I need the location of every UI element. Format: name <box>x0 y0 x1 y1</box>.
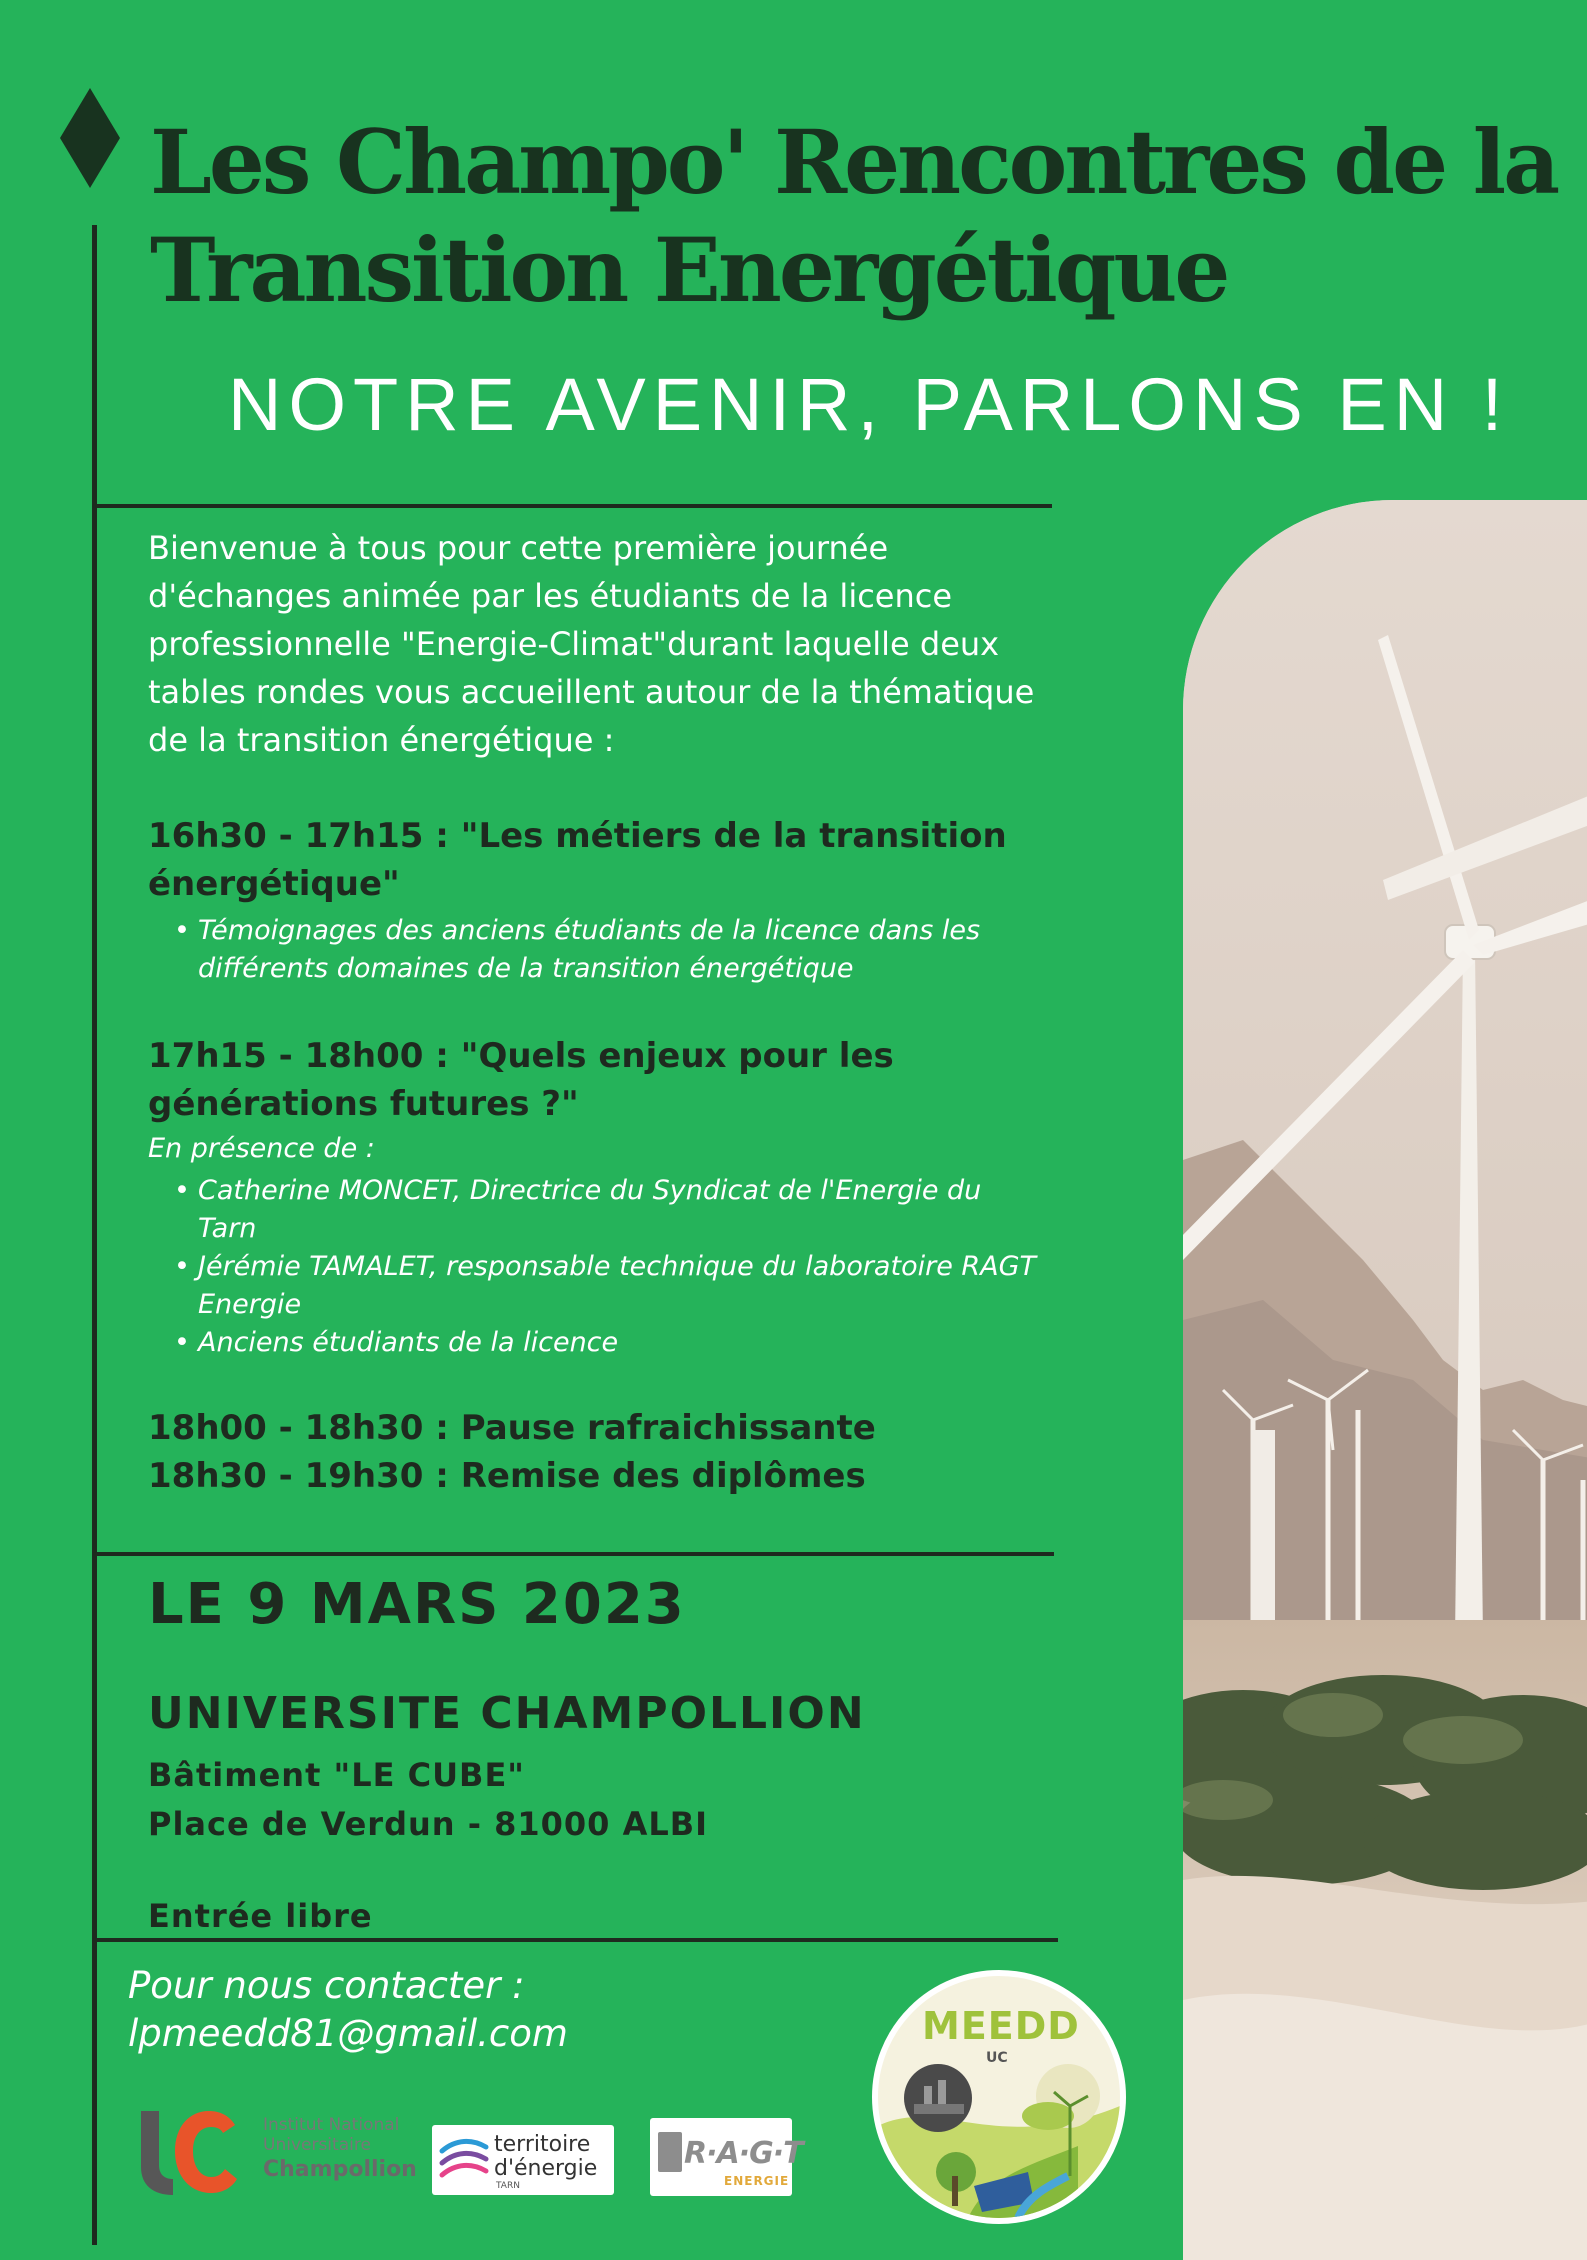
speaker-item: • Jérémie TAMALET, responsable technique du laboratoire RAGT Energie <box>198 1248 1048 1324</box>
te-line: d'énergie <box>494 2156 598 2181</box>
contact-email[interactable]: lpmeedd81@gmail.com <box>128 2012 568 2055</box>
event-venue: UNIVERSITE CHAMPOLLION <box>148 1688 866 1739</box>
logo-meedd <box>872 1970 1126 2224</box>
session-1-title: 16h30 - 17h15 : "Les métiers de la transition énergétique" <box>148 816 1007 904</box>
uc-text-bold: Champollion <box>263 2157 417 2182</box>
wind-turbine-photo <box>1183 500 1587 2260</box>
intro-text: Bienvenue à tous pour cette première journée d'échanges animée par les étudiants de la licence professionnelle "Energie-Climat"durant laquelle deux tables rondes vous accueillent autour de la thématique de la transition énergétique : <box>148 529 1035 759</box>
logo-territoire-energie <box>432 2125 614 2195</box>
logo-ragt-energie <box>650 2118 803 2196</box>
te-line: territoire <box>494 2132 591 2157</box>
poster-title: Les Champo' Rencontres de la Transition Energétique <box>150 110 1558 322</box>
speaker-item: • Anciens étudiants de la licence <box>198 1324 1048 1362</box>
speaker-item: • Catherine MONCET, Directrice du Syndicat de l'Energie du Tarn <box>198 1172 1048 1248</box>
divider <box>92 1938 1058 1942</box>
territoire-energie-icon <box>438 2137 490 2183</box>
uc-logo-icon <box>135 2105 245 2197</box>
uc-text-line: Institut National <box>263 2115 400 2135</box>
ragt-mark-icon <box>658 2132 682 2172</box>
schedule-item: 18h30 - 19h30 : Remise des diplômes <box>148 1456 866 1496</box>
ragt-sub: ENERGIE <box>724 2174 790 2188</box>
session-1 <box>148 812 1048 988</box>
te-line: TARN <box>496 2181 520 2191</box>
meedd-name: MEEDD <box>922 2004 1080 2048</box>
divider <box>92 1552 1054 1556</box>
event-date: LE 9 MARS 2023 <box>148 1572 686 1637</box>
session-1-bullet: • Témoignages des anciens étudiants de la licence dans les différents domaines de la transition énergétique <box>198 912 1048 988</box>
session-2 <box>148 1032 1048 1362</box>
uc-text-line: Universitaire <box>263 2135 371 2155</box>
event-address: Place de Verdun - 81000 ALBI <box>148 1805 709 1843</box>
schedule-list <box>148 1404 1048 1500</box>
logo-uc-champollion <box>135 2105 415 2197</box>
event-building: Bâtiment "LE CUBE" <box>148 1756 525 1794</box>
poster-slogan: NOTRE AVENIR, PARLONS EN ! <box>228 363 1510 446</box>
wind-turbine-illustration <box>1183 500 1587 2260</box>
diamond-ornament <box>60 88 120 188</box>
meedd-uc: UC <box>986 2050 1008 2066</box>
contact-label: Pour nous contacter : <box>128 1964 525 2007</box>
event-entry: Entrée libre <box>148 1897 373 1935</box>
schedule-item: 18h00 - 18h30 : Pause rafraichissante <box>148 1408 876 1448</box>
presence-label: En présence de : <box>148 1133 375 1164</box>
divider <box>92 504 1052 508</box>
vertical-rule <box>92 225 97 2245</box>
session-2-title: 17h15 - 18h00 : "Quels enjeux pour les générations futures ?" <box>148 1036 894 1124</box>
ragt-name: R·A·G·T <box>684 2136 803 2171</box>
